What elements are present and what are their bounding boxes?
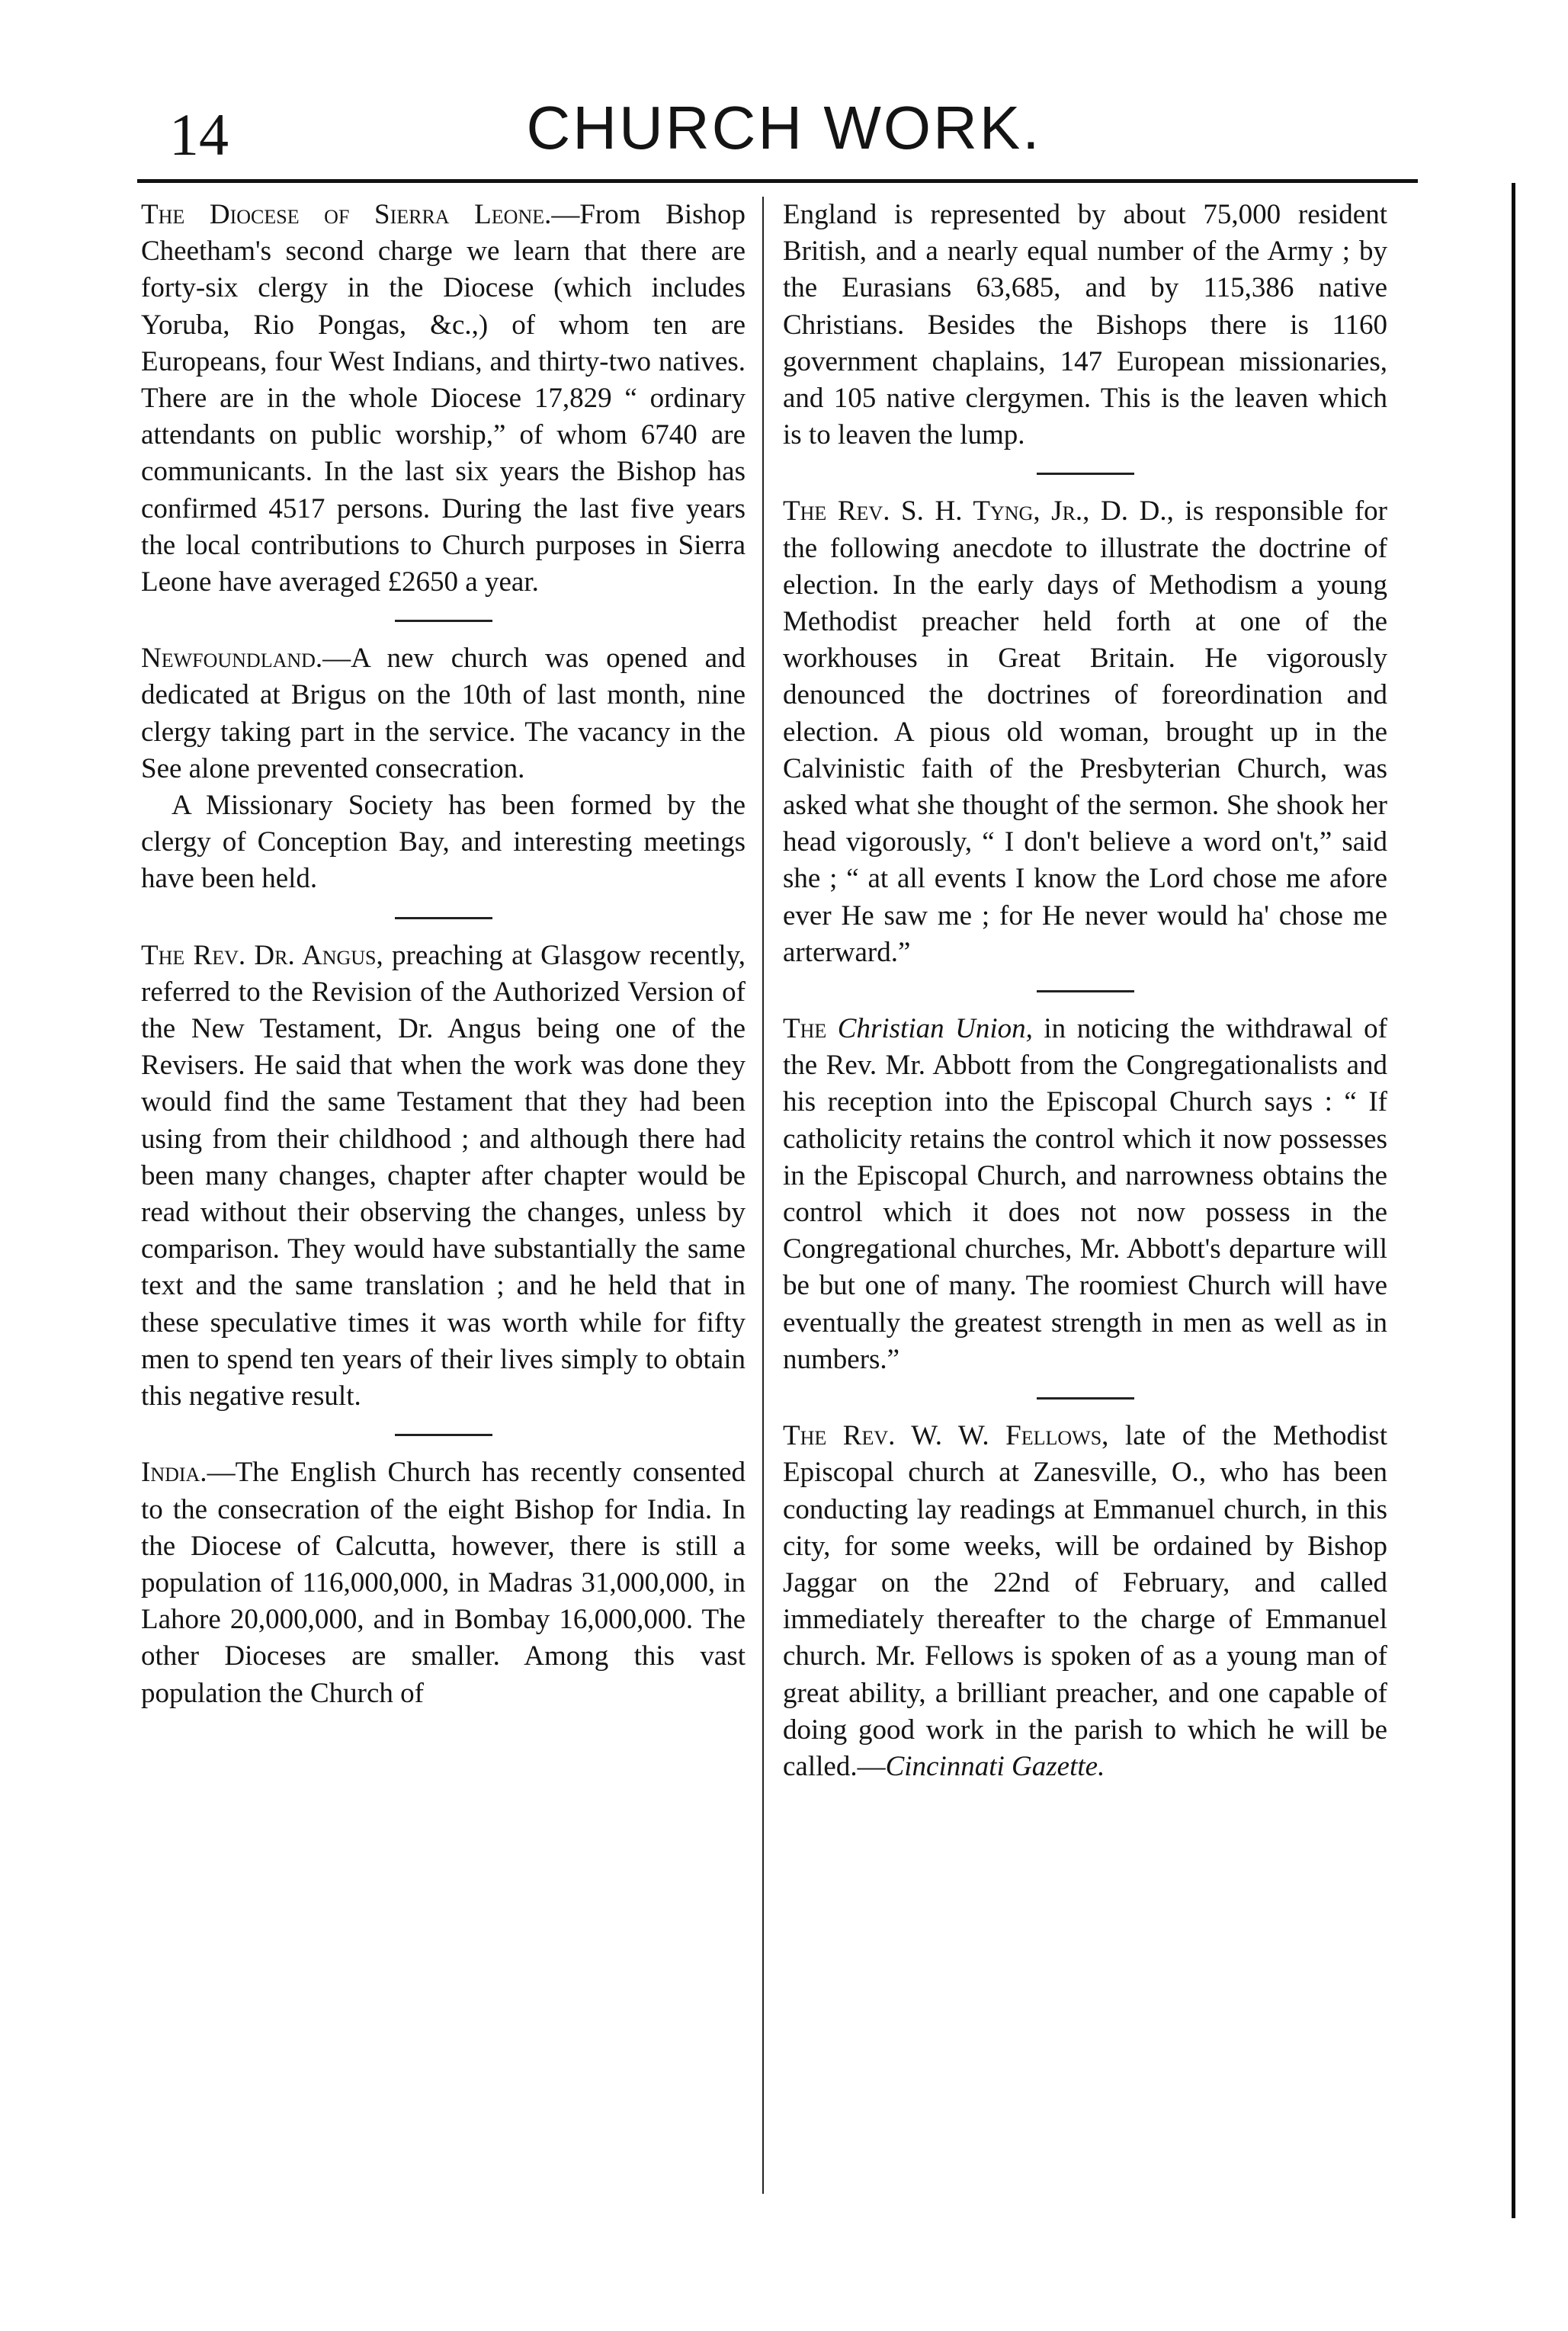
article-body: A Missionary Society has been formed by the clergy of Conception Bay, and interesting meetings have been held. [141,790,746,895]
article-body: preaching at Glasgow recently, referred to the Revision of the Authorized Version of the New Testament, Dr. Angus being one of the Revisers. He said that when the work was done they would find the same Testament that they had been using from their childhood ; and although there had been many changes, chapter after chapter would be read without their observing the changes, unless by comparison. They would have substantially the same text and the same translation ; and he held that in these speculative times it was worth while for fifty men to spend ten years of their lives simply to obtain this negative result. [141,939,746,1412]
article-heading: The Rev. W. W. Fellows, [783,1420,1109,1452]
article-angus [141,938,746,1416]
article-body: England is represented by about 75,000 resident British, and a nearly equal number of the Army ; by the Eurasians 63,685, and by 115,386 native Christians. Besides the Bishops there is 1160 government chaplains, 147 European missionaries, and 105 native clergymen. This is the leaven which is to leaven the lump. [783,199,1387,451]
article-india-continued [783,197,1387,454]
separator-rule [1037,990,1134,992]
article-india [141,1454,746,1711]
running-head: CHURCH WORK. [526,94,1042,162]
separator-rule [395,917,492,919]
publication-title: Christian Union, [837,1013,1033,1045]
separator-rule [1037,1397,1134,1400]
article-body: late of the Methodist Episcopal church at Zanesville, O., who has been conducting lay readings at Emmanuel church, in this city, for some weeks, will be ordained by Bishop Jaggar on the 22nd of February, and called immediately thereafter to the charge of Emmanuel church. Mr. Fellows is spoken of as a young man of great ability, a brilliant preacher, and one capable of doing good work in the parish to which he will be called.— [783,1420,1387,1782]
article-newfoundland [141,640,746,787]
article-heading: The Rev. S. H. Tyng, Jr., D. D., [783,495,1174,527]
article-body: —The English Church has recently consented to the consecration of the eight Bishop for India. In the Diocese of Calcutta, however, there is still a population of 116,000,000, in Madras 31,000,000, in Lahore 20,000,000, and in Bombay 16,000,000. The other Dioceses are smaller. Among this vast population the Church of [141,1457,746,1709]
article-newfoundland-cont [141,787,746,898]
article-tyng [783,493,1387,971]
column-divider [762,197,764,2194]
page-number: 14 [169,101,229,168]
article-body: is responsible for the following anecdote to illustrate the doctrine of election. In the early days of Methodism a young Methodist preacher held forth at one of the workhouses in Great Britain. He vigorously denounced the doctrines of foreordination and election. A pious old woman, brought up in the Calvinistic faith of the Presbyterian Church, was asked what she thought of the sermon. She shook her head vigorously, “ I don't believe a word on't,” said she ; “ at all events I know the Lord chose me afore ever He saw me ; for He never would ha' chose me arterward.” [783,495,1387,968]
right-column [783,197,1387,1785]
separator-rule [1037,473,1134,475]
article-body: —From Bishop Cheetham's second charge we learn that there are forty-six clergy in the Diocese (which includes Yoruba, Rio Pongas, &c.,) of whom ten are Europeans, four West Indians, and thirty-two natives. There are in the whole Diocese 17,829 “ ordinary attendants on public worship,” of whom 6740 are communicants. In the last six years the Bishop has confirmed 4517 persons. During the last five years the local contributions to Church purposes in Sierra Leone have averaged £2650 a year. [141,199,746,598]
separator-rule [395,620,492,622]
separator-rule [395,1434,492,1436]
article-fellows [783,1418,1387,1785]
source-citation: Cincinnati Gazette. [885,1750,1105,1782]
article-body: in noticing the withdrawal of the Rev. Mr. Abbott from the Congregationalists and his reception into the Episcopal Church says : “ If catholicity retains the control which it now possesses in the Episcopal Church, and narrowness obtains the control which it does not now possess in the Congregational churches, Mr. Abbott's departure will be but one of many. The roomiest Church will have eventually the greatest strength in men as well as in numbers.” [783,1013,1387,1375]
article-heading: The Rev. Dr. Angus, [141,939,383,971]
page-edge-rule [1512,183,1515,2218]
article-heading: The [783,1013,838,1045]
article-heading: India. [141,1457,207,1489]
article-heading: Newfoundland. [141,643,323,675]
article-christian-union [783,1011,1387,1378]
article-sierra-leone [141,197,746,601]
article-body: —A new church was opened and dedicated at Brigus on the 10th of last month, nine clergy taking part in the service. The vacancy in the See alone prevented consecration. [141,643,746,784]
left-column [141,197,746,1712]
header-rule [137,179,1418,183]
article-heading: The Diocese of Sierra Leone. [141,199,552,230]
